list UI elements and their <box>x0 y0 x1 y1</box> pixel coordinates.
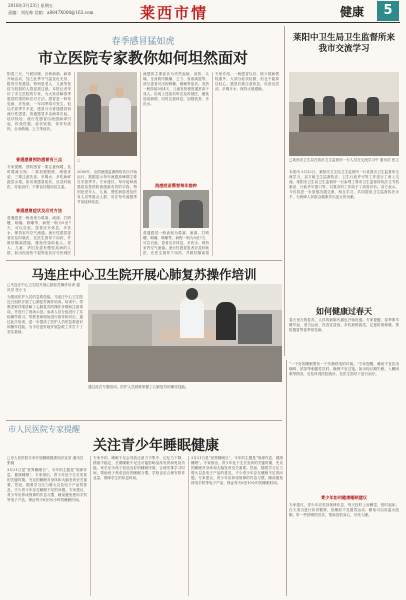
sleep-right-divider <box>286 360 287 596</box>
right-rail-headline: 莱阳中卫生局卫生监督所来我市交流学习 <box>292 33 395 54</box>
right-rail-photo-meeting <box>289 72 399 156</box>
sleep-right-body2: 专家建议，青少年应坚持规律作息，每天按时上床睡觉，按时起床；白天适当进行体育锻炼，但睡前不宜剧烈运动；睡前可以用温水泡脚，听一些舒缓的音乐，帮助放松身心，尽快入睡。 <box>289 503 399 517</box>
training-photo-cpr <box>88 284 282 382</box>
header-rule <box>6 22 400 23</box>
sleep-body-col2: 专家介绍，睡眠不足会导致注意力不集中、记忆力下降、情绪不稳定，长期睡眠不足还可能影响身高发育和免疫功能。家长应为孩子营造良好的睡眠环境，合理安排学习时间，帮助孩子养成良好的睡眠习惯。学校也应合理安排作业量，保障学生的休息时间。 <box>93 456 185 480</box>
main-photo-consultation <box>77 72 137 156</box>
main-headline: 市立医院专家教你如何坦然面对 <box>37 49 248 67</box>
training-headline: 马连庄中心卫生院开展心肺复苏操作培训 <box>31 267 257 282</box>
right-rail-subheading: 如何健康过春天 <box>316 307 372 316</box>
sleep-body-col3: 3月21日是“世界睡眠日”，今年的主题是“规律作息，健康睡眠”。专家指出，青少年处于生长发育的关键时期，充足的睡眠对身体和大脑发育至关重要。然而，随着学习压力增大以及电子产品的普及，不少青少年存在睡眠不足的问题。专家建议，青少年应养成规律的作息习惯，睡前避免使用手机等电子产品，保证每天8至10小时的睡眠时间。 <box>191 456 283 485</box>
main-body-col2: 2000年，全国流感监测网络首次开始运行，数据显示每年流感高峰期主要在冬春季节。专家建议，每年接种流感疫苗是预防流感最有效的手段，特别是老年人、儿童、慢性病患者及医务人员等重点人群，应在每年流感季节前接种疫苗。 <box>77 170 137 204</box>
main-photo-vaccination <box>143 190 209 228</box>
main-col-divider-2 <box>140 72 141 256</box>
main-col-divider-3 <box>212 72 213 256</box>
sleep-headline: 关注青少年睡眠健康 <box>93 438 219 454</box>
main-kicker: 春季感冒猛如虎 <box>111 37 175 47</box>
right-rail-photo-caption: □莱西市卫生局在我市卫生监督所一行人员在交流学习中 通讯员 张文 <box>289 158 399 162</box>
main-body-col3: 流感的主要症状为突然起病、高热、头痛、全身肌肉酸痛、乏力、食欲减退等，部分患者可出现咳嗽、咽痛等症状。发热一般持续3至4天，儿童发热程度通常高于成人。出现上述症状时应及时就医，避免延误病情，同时注意休息，加强营养，多饮水。 <box>143 72 209 106</box>
main-subhead-1: 普通感冒预防感冒有三点 <box>15 157 63 162</box>
main-col-divider-1 <box>74 72 75 256</box>
sleep-body-col1: 3月21日是“世界睡眠日”，今年的主题是“规律作息，健康睡眠”。专家指出，青少年处于生长发育的关键时期，充足的睡眠对身体和大脑发育至关重要。然而，随着学习压力增大以及电子产品的普及，不少青少年存在睡眠不足的问题。专家建议，青少年应养成规律的作息习惯，睡前避免使用手机等电子产品，保证每天8至10小时的睡眠时间。 <box>7 468 87 502</box>
training-body: 为提高医护人员的急救技能，马连庄中心卫生院近日组织开展了心肺复苏操作培训。培训中，带教老师详细讲解了心肺复苏的操作步骤和注意事项，并进行了现场示范。参训人员分组进行了实际操作练习，带教老师现场进行指导和纠正。通过此次培训，进一步提高了医护人员的急救意识和操作技能，为今后更好地开展急救工作打下了坚实基础。 <box>7 295 83 334</box>
training-caption-2: 通过此次专题培训，医护人员熟练掌握了心肺复苏的操作技能。 <box>88 385 189 389</box>
main-body-col4: 专家介绍，一般感冒以后，除少数病情较重外，大部分症状轻微，但也不能掉以轻心。感冒后要注意休息，饮食宜清淡，多喝开水，保持大便通畅。 <box>215 72 279 91</box>
main-body-col1: 阳春三月，气候回暖，各种病菌、病毒开始活动，加之此季节气温变化无常，极易引发感冒。特别是老人、儿童等免疫力较弱的人群更需注意。本报记者采访了市立医院的专家，为大家讲解春季感冒的预防和应对方法。感冒是一种常见病、多发病，一年四季均可发生，但以冬春季节多见。感冒分为普通感冒和流行性感冒。普通感冒多由病毒引起，症状较轻；流行性感冒由流感病毒引起，传染性强，症状较重，常伴有高热、全身酸痛、乏力等症状。 <box>7 72 71 131</box>
sleep-right-subhead: 青少年如何健康睡眠建议 <box>320 495 368 500</box>
right-rail-body: 本报讯 3月22日，莱阳市卫生局卫生监督所一行来我市卫生监督所交流学习，双方就卫生监督执法、卫生行政许可等工作进行了深入交流。莱阳市卫生局卫生监督所一行参观了我市卫生监督所执法文书档案室、行政许可窗口等，对我市的工作给予了高度评价。双方表示，今后将进一步加强沟通交流，相互学习，共同提高卫生监督执法水平，为保障人民群众健康作出更大的贡献。 <box>289 170 399 199</box>
sleep-col-divider-2 <box>188 456 189 596</box>
masthead: 莱西市情 <box>140 4 209 22</box>
header-date: 2018年3月23日 星期五 <box>8 3 54 8</box>
sleep-col-divider-1 <box>90 456 91 596</box>
page-number-badge: 5 <box>377 1 399 21</box>
main-body-col1b: 专家提醒，预防感冒一要注意保暖，及时增减衣物；二要加强锻炼，增强体质；三要注意饮食，多喝水，多吃新鲜蔬菜水果。如出现感冒症状，应及时就医，对症治疗，不要盲目服用抗生素。 <box>7 165 71 189</box>
section-label: 健康 <box>340 5 365 19</box>
main-body-col3b: 普通感冒一般表现为鼻塞、流涕、打喷嚏、咽痛、咳嗽等，病程一般为5至7天，可以自愈。患者应多休息，多饮水，保持室内空气流通。流行性感冒患者应及时就医，在医生指导下用药，并做好隔离措 <box>143 231 209 255</box>
main-photo-caption: □ <box>77 158 81 162</box>
sleep-photo-caption: □市人民医院专家开展睡眠健康知识宣讲 通讯员 张晓 <box>7 456 84 465</box>
main-body-col1c: 普通感冒一般表现为鼻塞、流涕、打喷嚏、咽痛、咳嗽等，病程一般为5至7天，可以自愈。患者应多休息，多饮水，保持室内空气流通。流行性感冒患者应及时就医，在医生指导下用药，并做好隔离措施，避免传染给他人。老人、儿童、孕妇及患有慢性疾病的人群，如出现高热不退等症状应尽快到医 <box>7 216 71 255</box>
right-rail-divider <box>284 26 285 356</box>
sleep-top-rule <box>6 420 282 421</box>
right-rail-body2: 春天里万物复苏，人体的新陈代谢也开始旺盛。专家提醒，春季要早睡早起，适当运动，饮食宜清淡，多吃新鲜蔬菜，注意防寒保暖，预防感冒等春季常见病。 <box>289 318 399 332</box>
header-editor: 责编：刘克帅 信箱：a8847X000@163.com <box>8 10 94 15</box>
main-side-subhead: 流感疫苗需要每年接种 <box>155 183 197 188</box>
training-top-rule <box>6 260 282 261</box>
sleep-right-body: “一个好的睡眠要有一个安静舒适的环境。”专家提醒，睡前不宜饮用咖啡、浓茶等刺激性饮料，晚餐不宜过饱。如出现长期失眠、入睡困难等情况，应及时到医院就诊，在医生指导下进行治疗。 <box>289 362 399 376</box>
training-photo-caption: □马连庄中心卫生院开展心肺复苏操作培训 通讯员 张小飞 <box>7 283 80 292</box>
main-subhead-2: 普通感冒症状及应对方法 <box>15 208 63 213</box>
sleep-kicker: 市人民医院专家提醒 <box>8 425 80 434</box>
